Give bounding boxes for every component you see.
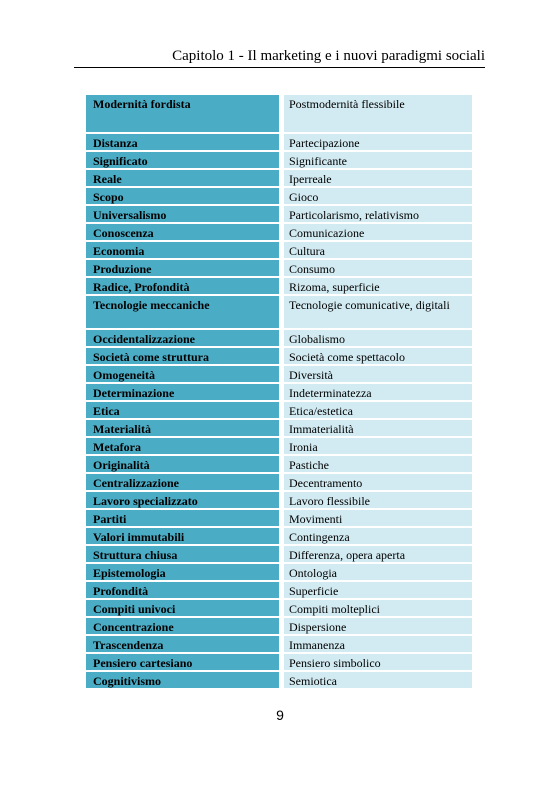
table-cell-left: Scopo (86, 188, 279, 204)
table-cell-left: Profondità (86, 582, 279, 598)
table-cell-left: Tecnologie meccaniche (86, 296, 279, 328)
table-cell-right: Differenza, opera aperta (284, 546, 472, 562)
table-cell-left: Occidentalizzazione (86, 330, 279, 346)
table-row (86, 170, 472, 186)
table-cell-left: Lavoro specializzato (86, 492, 279, 508)
table-cell-right: Cultura (284, 242, 472, 258)
table-cell-right: Semiotica (284, 672, 472, 688)
table-cell-right: Particolarismo, relativismo (284, 206, 472, 222)
table-row (86, 134, 472, 150)
table-row (86, 420, 472, 436)
table-cell-right: Movimenti (284, 510, 472, 526)
table-row (86, 438, 472, 454)
table-row (86, 330, 472, 346)
page-header: Capitolo 1 - Il marketing e i nuovi paradigmi sociali (172, 48, 485, 64)
table-cell-left: Metafora (86, 438, 279, 454)
comparison-table (86, 95, 472, 690)
header-rule (74, 67, 485, 68)
table-cell-right: Partecipazione (284, 134, 472, 150)
table-cell-left: Modernità fordista (86, 95, 279, 132)
table-cell-left: Concentrazione (86, 618, 279, 634)
table-cell-right: Immanenza (284, 636, 472, 652)
table-cell-left: Determinazione (86, 384, 279, 400)
table-cell-right: Superficie (284, 582, 472, 598)
table-cell-right: Postmodernità flessibile (284, 95, 472, 132)
table-cell-right: Lavoro flessibile (284, 492, 472, 508)
table-row (86, 188, 472, 204)
table-row (86, 206, 472, 222)
table-cell-left: Omogeneità (86, 366, 279, 382)
table-cell-left: Valori immutabili (86, 528, 279, 544)
table-cell-left: Società come struttura (86, 348, 279, 364)
table-cell-left: Epistemologia (86, 564, 279, 580)
table-cell-right: Rizoma, superficie (284, 278, 472, 294)
table-cell-right: Consumo (284, 260, 472, 276)
table-cell-right: Ontologia (284, 564, 472, 580)
table-cell-right: Tecnologie comunicative, digitali (284, 296, 472, 328)
table-row (86, 152, 472, 168)
table-row (86, 564, 472, 580)
table-row (86, 618, 472, 634)
table-row (86, 402, 472, 418)
table-cell-left: Pensiero cartesiano (86, 654, 279, 670)
table-row (86, 636, 472, 652)
table-row (86, 348, 472, 364)
table-cell-right: Compiti molteplici (284, 600, 472, 616)
table-cell-left: Distanza (86, 134, 279, 150)
table-cell-right: Dispersione (284, 618, 472, 634)
table-cell-left: Conoscenza (86, 224, 279, 240)
table-row (86, 260, 472, 276)
table-cell-right: Globalismo (284, 330, 472, 346)
table-cell-left: Partiti (86, 510, 279, 526)
table-cell-left: Trascendenza (86, 636, 279, 652)
table-cell-left: Produzione (86, 260, 279, 276)
table-cell-right: Ironia (284, 438, 472, 454)
table-cell-right: Diversità (284, 366, 472, 382)
page-number: 9 (276, 707, 284, 723)
table-cell-right: Significante (284, 152, 472, 168)
table-cell-right: Gioco (284, 188, 472, 204)
table-row (86, 384, 472, 400)
table-cell-left: Materialità (86, 420, 279, 436)
table-cell-left: Radice, Profondità (86, 278, 279, 294)
table-cell-right: Contingenza (284, 528, 472, 544)
table-row (86, 672, 472, 688)
table-cell-left: Universalismo (86, 206, 279, 222)
table-cell-right: Immaterialità (284, 420, 472, 436)
table-row (86, 546, 472, 562)
table-cell-right: Indeterminatezza (284, 384, 472, 400)
table-cell-left: Etica (86, 402, 279, 418)
table-cell-right: Decentramento (284, 474, 472, 490)
table-row (86, 492, 472, 508)
table-row (86, 474, 472, 490)
table-cell-right: Iperreale (284, 170, 472, 186)
table-row (86, 582, 472, 598)
table-cell-left: Significato (86, 152, 279, 168)
table-cell-left: Centralizzazione (86, 474, 279, 490)
table-cell-right: Pastiche (284, 456, 472, 472)
table-row (86, 366, 472, 382)
table-cell-right: Società come spettacolo (284, 348, 472, 364)
table-row (86, 600, 472, 616)
table-cell-left: Struttura chiusa (86, 546, 279, 562)
table-cell-left: Originalità (86, 456, 279, 472)
table-cell-right: Etica/estetica (284, 402, 472, 418)
table-row (86, 528, 472, 544)
table-row (86, 278, 472, 294)
table-cell-right: Comunicazione (284, 224, 472, 240)
table-cell-left: Economia (86, 242, 279, 258)
table-row (86, 654, 472, 670)
table-cell-left: Reale (86, 170, 279, 186)
table-row (86, 242, 472, 258)
table-row (86, 224, 472, 240)
table-row (86, 456, 472, 472)
table-row (86, 95, 472, 132)
table-row (86, 510, 472, 526)
table-cell-left: Compiti univoci (86, 600, 279, 616)
table-cell-right: Pensiero simbolico (284, 654, 472, 670)
table-cell-left: Cognitivismo (86, 672, 279, 688)
table-row (86, 296, 472, 328)
